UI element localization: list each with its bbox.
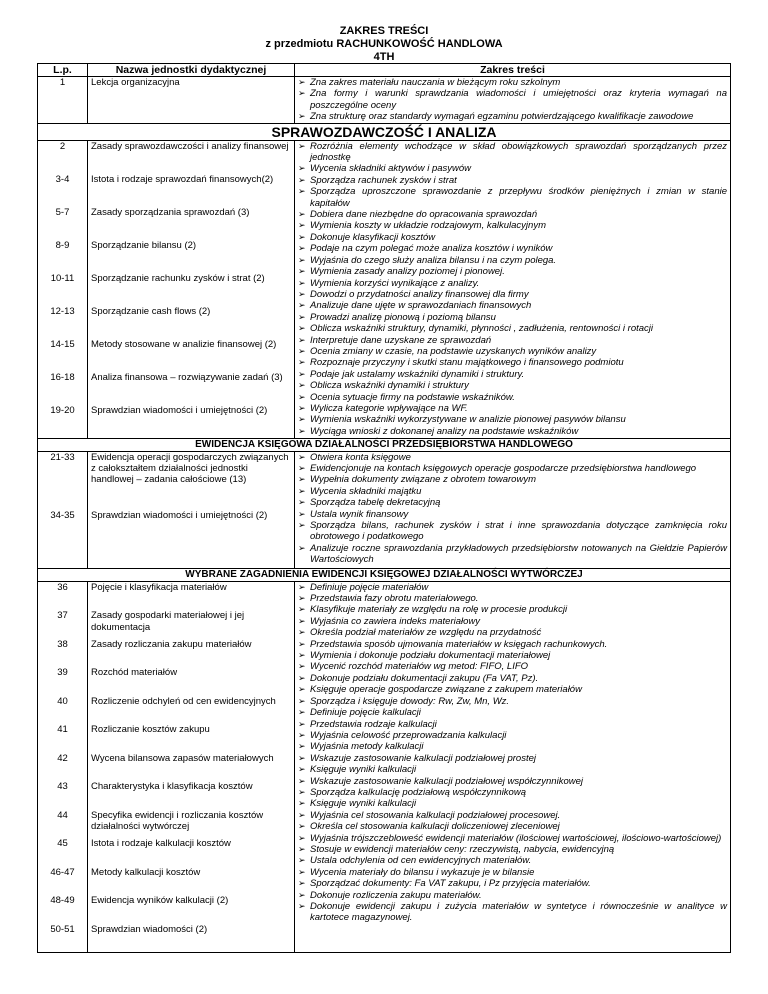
bullet-item: ➢ Dokonuje rozliczenia zakupu materiałów. bbox=[298, 890, 727, 901]
bullet-item: ➢ Wyjaśnia trójszczebloweść ewidencji materiałów (ilościowej wartościowej, ilościowo-wartościowej) bbox=[298, 833, 727, 844]
bullet-list bbox=[298, 77, 727, 123]
bullet-item: ➢ Definiuje pojęcie materiałów bbox=[298, 582, 727, 593]
bullet-item: ➢ Dokonuje klasyfikacji kosztów bbox=[298, 232, 727, 243]
bullet-item: ➢ Księguje wyniki kalkulacji bbox=[298, 798, 727, 809]
table-row bbox=[38, 77, 731, 124]
bullet-item: ➢ Wyjaśnia celowość przeprowadzania kalkulacji bbox=[298, 730, 727, 741]
row-lp: 41 bbox=[57, 724, 68, 736]
bullet-item: ➢ Ewidencjonuje na kontach księgowych operacje gospodarcze przedsiębiorstwa handlowego bbox=[298, 463, 727, 474]
row-lp: 38 bbox=[57, 638, 68, 650]
row-topic: Analiza finansowa – rozwiązywanie zadań (3) bbox=[91, 371, 283, 383]
row-topic: Zasady gospodarki materiałowej i jej dokumentacja bbox=[91, 610, 245, 633]
bullet-item: ➢ Wyciąga wnioski z dokonanej analizy na podstawie wskaźników bbox=[298, 426, 727, 437]
row-lp: 16-18 bbox=[50, 371, 75, 383]
row-lp: 19-20 bbox=[50, 404, 75, 416]
row-lp-group bbox=[38, 140, 88, 438]
bullet-item: ➢ Wylicza kategorie wpływające na WF. bbox=[298, 403, 727, 414]
row-lp: 2 bbox=[59, 140, 66, 152]
bullet-list bbox=[298, 141, 727, 438]
row-lp: 48-49 bbox=[50, 895, 75, 907]
bullet-item: ➢ Wymienia koszty w układzie rodzajowym, kalkulacyjnym bbox=[298, 220, 727, 231]
bullet-item: ➢ Ocenia zmiany w czasie, na podstawie uzyskanych wyników analizy bbox=[298, 346, 727, 357]
bullet-item: ➢ Ustala wynik finansowy bbox=[298, 509, 727, 520]
row-topic: Pojęcie i klasyfikacja materiałów bbox=[91, 581, 227, 593]
row-topic: Metody kalkulacji kosztów bbox=[91, 866, 201, 878]
row-lp: 21-33 bbox=[50, 451, 75, 463]
header-title: ZAKRES TREŚCI bbox=[339, 25, 429, 37]
bullet-item: ➢ Wymienia i dokonuje podziału dokumentacji materiałowej bbox=[298, 650, 727, 661]
row-topic: Rozchód materiałów bbox=[91, 667, 178, 679]
bullet-item: ➢ Otwiera konta księgowe bbox=[298, 452, 727, 463]
column-header-topic: Nazwa jednostki dydaktycznej bbox=[88, 64, 295, 77]
row-topic: Wycena bilansowa zapasów materiałowych bbox=[91, 752, 274, 764]
row-lp: 34-35 bbox=[50, 509, 75, 521]
row-topic: Zasady rozliczania zakupu materiałów bbox=[91, 638, 252, 650]
row-lp: 46-47 bbox=[50, 866, 75, 878]
bullet-item: ➢ Podaje jak ustalamy wskaźniki dynamiki i struktury. bbox=[298, 369, 727, 380]
column-header-scope: Zakres treści bbox=[295, 64, 731, 77]
bullet-item: ➢ Definiuje pojęcie kalkulacji bbox=[298, 707, 727, 718]
row-topic: Ewidencja operacji gospodarczych związanych z całokształtem działalności jednostki handlowej – zadania całościowe (13) bbox=[91, 451, 289, 486]
bullet-item: ➢ Księguje wyniki kalkulacji bbox=[298, 764, 727, 775]
bullet-item: ➢ Oblicza wskaźniki struktury, dynamiki, płynności , zadłużenia, rentowności i rotacji bbox=[298, 323, 727, 334]
document-header bbox=[0, 25, 768, 64]
section-row bbox=[38, 123, 731, 140]
row-topic-group bbox=[88, 581, 295, 953]
row-topic: Istota i rodzaje sprawozdań finansowych(2) bbox=[91, 173, 274, 185]
row-topic: Sprawdzian wiadomości i umiejętności (2) bbox=[91, 404, 268, 416]
row-lp: 44 bbox=[57, 809, 68, 821]
row-topic: Zasady sporządzania sprawozdań (3) bbox=[91, 206, 250, 218]
header-subject: z przedmiotu RACHUNKOWOŚĆ HANDLOWA bbox=[265, 38, 503, 50]
row-lp: 45 bbox=[57, 838, 68, 850]
bullet-item: ➢ Wymienia korzyści wynikające z analizy. bbox=[298, 278, 727, 289]
bullet-item: ➢ Analizuje dane ujęte w sprawozdaniach finansowych bbox=[298, 300, 727, 311]
row-lp: 12-13 bbox=[50, 305, 75, 317]
header-class: 4TH bbox=[373, 51, 395, 63]
row-topic: Sporządzanie bilansu (2) bbox=[91, 239, 197, 251]
row-topic: Specyfika ewidencji i rozliczania kosztów działalności wytwórczej bbox=[91, 809, 264, 833]
row-scope bbox=[295, 451, 731, 568]
bullet-item: ➢ Wskazuje zastosowanie kalkulacji podziałowej współczynnikowej bbox=[298, 776, 727, 787]
bullet-item: ➢ Rozpoznaje przyczyny i skutki stanu majątkowego i finansowego podmiotu bbox=[298, 357, 727, 368]
section-title: WYBRANE ZAGADNIENIA EWIDENCJI KSIĘGOWEJ DZIAŁALNOŚCI WYTWÓRCZEJ bbox=[38, 568, 731, 581]
bullet-item: ➢ Wyjaśnia co zawiera indeks materiałowy bbox=[298, 616, 727, 627]
section-row bbox=[38, 438, 731, 451]
row-lp-group bbox=[38, 451, 88, 568]
row-topic: Lekcja organizacyjna bbox=[88, 77, 295, 124]
row-lp: 5-7 bbox=[55, 206, 70, 218]
bullet-item: ➢ Ocenia sytuacje firmy na podstawie wskaźników. bbox=[298, 392, 727, 403]
bullet-item: ➢ Analizuje roczne sprawozdania przykładowych przedsiębiorstw notowanych na Giełdzie Papierów Wartościowych bbox=[298, 543, 727, 566]
row-topic: Charakterystyka i klasyfikacja kosztów bbox=[91, 781, 253, 793]
column-header-lp: L.p. bbox=[38, 64, 88, 77]
row-lp: 14-15 bbox=[50, 338, 75, 350]
bullet-item: ➢ Podaje na czym polegać może analiza kosztów i wyników bbox=[298, 243, 727, 254]
section-title: EWIDENCJA KSIĘGOWA DZIAŁALNOŚCI PRZEDSIĘBIORSTWA HANDLOWEGO bbox=[38, 438, 731, 451]
bullet-item: ➢ Prowadzi analizę pionową i poziomą bilansu bbox=[298, 312, 727, 323]
bullet-item: ➢ Interpretuje dane uzyskane ze sprawozdań bbox=[298, 335, 727, 346]
bullet-item: ➢ Sporządzać dokumenty: Fa VAT zakupu, i Pz przyjęcia materiałów. bbox=[298, 878, 727, 889]
bullet-list bbox=[298, 452, 727, 566]
bullet-item: ➢ Klasyfikuje materiały ze względu na rolę w procesie produkcji bbox=[298, 604, 727, 615]
bullet-item: ➢ Wyjaśnia metody kalkulacji bbox=[298, 741, 727, 752]
row-lp-group bbox=[38, 581, 88, 953]
row-scope bbox=[295, 581, 731, 953]
table-row bbox=[38, 451, 731, 568]
row-lp: 43 bbox=[57, 781, 68, 793]
bullet-item: ➢ Sporządza uproszczone sprawozdanie z przepływu środków pieniężnych i zmian w stanie kapitałów bbox=[298, 186, 727, 209]
row-topic: Sprawdzian wiadomości (2) bbox=[91, 923, 208, 935]
bullet-item: ➢ Ustala odchylenia od cen ewidencyjnych materiałów. bbox=[298, 855, 727, 866]
row-topic: Ewidencja wyników kalkulacji (2) bbox=[91, 895, 229, 907]
section-title: SPRAWOZDAWCZOŚĆ I ANALIZA bbox=[38, 123, 731, 140]
row-scope bbox=[295, 77, 731, 124]
bullet-item: ➢ Sporządza rachunek zysków i strat bbox=[298, 175, 727, 186]
bullet-item: ➢ Stosuje w ewidencji materiałów ceny: rzeczywistą, nabycia, ewidencyjną bbox=[298, 844, 727, 855]
bullet-item: ➢ Dokonuje podziału dokumentacji zakupu (Fa VAT, Pz). bbox=[298, 673, 727, 684]
row-topic: Rozliczanie kosztów zakupu bbox=[91, 724, 210, 736]
bullet-item: ➢ Księguje operacje gospodarcze związane z zakupem materiałów bbox=[298, 684, 727, 695]
bullet-item: ➢ Sporządza kalkulację podziałową współczynnikową bbox=[298, 787, 727, 798]
curriculum-table bbox=[37, 63, 731, 953]
bullet-list bbox=[298, 582, 727, 924]
bullet-item: ➢ Wymienia zasady analizy poziomej i pionowej. bbox=[298, 266, 727, 277]
row-topic-group bbox=[88, 451, 295, 568]
bullet-item: ➢ Określa podział materiałów ze względu na przydatność bbox=[298, 627, 727, 638]
section-row bbox=[38, 568, 731, 581]
bullet-item: ➢ Wyjaśnia do czego służy analiza bilansu i na czym polega. bbox=[298, 255, 727, 266]
bullet-item: ➢ Przedstawia sposób ujmowania materiałów w księgach rachunkowych. bbox=[298, 639, 727, 650]
row-topic-group bbox=[88, 140, 295, 438]
bullet-item: ➢ Zna zakres materiału nauczania w bieżącym roku szkolnym bbox=[298, 77, 727, 88]
bullet-item: ➢ Wskazuje zastosowanie kalkulacji podziałowej prostej bbox=[298, 753, 727, 764]
row-lp: 36 bbox=[57, 581, 68, 593]
row-lp: 42 bbox=[57, 752, 68, 764]
bullet-item: ➢ Wycenić rozchód materiałów wg metod: FIFO, LIFO bbox=[298, 661, 727, 672]
table-row bbox=[38, 581, 731, 953]
bullet-item: ➢ Wycenia składniki majątku bbox=[298, 486, 727, 497]
bullet-item: ➢ Sporządza bilans, rachunek zysków i strat i inne sprawozdania dotyczące zamknięcia roku obrotowego i podatkowego bbox=[298, 520, 727, 543]
row-topic: Sporządzanie cash flows (2) bbox=[91, 305, 211, 317]
row-lp: 37 bbox=[57, 610, 68, 622]
bullet-item: ➢ Określa cel stosowania kalkulacji doliczeniowej zleceniowej bbox=[298, 821, 727, 832]
bullet-item: ➢ Wyjaśnia cel stosowania kalkulacji podziałowej procesowej. bbox=[298, 810, 727, 821]
bullet-item: ➢ Dokonuje ewidencji zakupu i zużycia materiałów w syntetyce i równocześnie w analityce w kartotece magazynowej. bbox=[298, 901, 727, 924]
bullet-item: ➢ Wypełnia dokumenty związane z obrotem towarowym bbox=[298, 474, 727, 485]
bullet-item: ➢ Wycenia materiały do bilansu i wykazuje je w bilansie bbox=[298, 867, 727, 878]
bullet-item: ➢ Sporządza i księguje dowody: Rw, Zw, Mn, Wz. bbox=[298, 696, 727, 707]
bullet-item: ➢ Rozróżnia elementy wchodzące w skład obowiązkowych sprawozdań sporządzanych przez jednostkę bbox=[298, 141, 727, 164]
row-scope bbox=[295, 140, 731, 438]
table-header-row bbox=[38, 64, 731, 77]
row-topic: Sprawdzian wiadomości i umiejętności (2) bbox=[91, 509, 268, 521]
bullet-item: ➢ Oblicza wskaźniki dynamiki i struktury bbox=[298, 380, 727, 391]
bullet-item: ➢ Zna strukturę oraz standardy wymagań egzaminu potwierdzającego kwalifikacje zawodowe bbox=[298, 111, 727, 122]
row-lp: 50-51 bbox=[50, 923, 75, 935]
row-topic: Rozliczenie odchyleń od cen ewidencyjnych bbox=[91, 695, 276, 707]
row-lp: 1 bbox=[38, 77, 88, 124]
row-lp: 10-11 bbox=[50, 272, 75, 284]
row-lp: 3-4 bbox=[55, 173, 70, 185]
bullet-item: ➢ Przedstawia fazy obrotu materiałowego. bbox=[298, 593, 727, 604]
bullet-item: ➢ Sporządza tabelę dekretacyjną bbox=[298, 497, 727, 508]
bullet-item: ➢ Dobiera dane niezbędne do opracowania sprawozdań bbox=[298, 209, 727, 220]
bullet-item: ➢ Wymienia wskaźniki wykorzystywane w analizie pionowej pasywów bilansu bbox=[298, 414, 727, 425]
row-topic: Zasady sprawozdawczości i analizy finansowej bbox=[91, 140, 289, 152]
row-topic: Sporządzanie rachunku zysków i strat (2) bbox=[91, 272, 265, 284]
bullet-item: ➢ Wycenia składniki aktywów i pasywów bbox=[298, 163, 727, 174]
row-topic: Istota i rodzaje kalkulacji kosztów bbox=[91, 838, 231, 850]
bullet-item: ➢ Przedstawia rodzaje kalkulacji bbox=[298, 719, 727, 730]
bullet-item: ➢ Zna formy i warunki sprawdzania wiadomości i umiejętności oraz kryteria wymagań na poszczególne oceny bbox=[298, 88, 727, 111]
row-lp: 40 bbox=[57, 695, 68, 707]
row-topic: Metody stosowane w analizie finansowej (2) bbox=[91, 338, 277, 350]
bullet-item: ➢ Dowodzi o przydatności analizy finansowej dla firmy bbox=[298, 289, 727, 300]
row-lp: 8-9 bbox=[55, 239, 70, 251]
row-lp: 39 bbox=[57, 667, 68, 679]
table-row bbox=[38, 140, 731, 438]
